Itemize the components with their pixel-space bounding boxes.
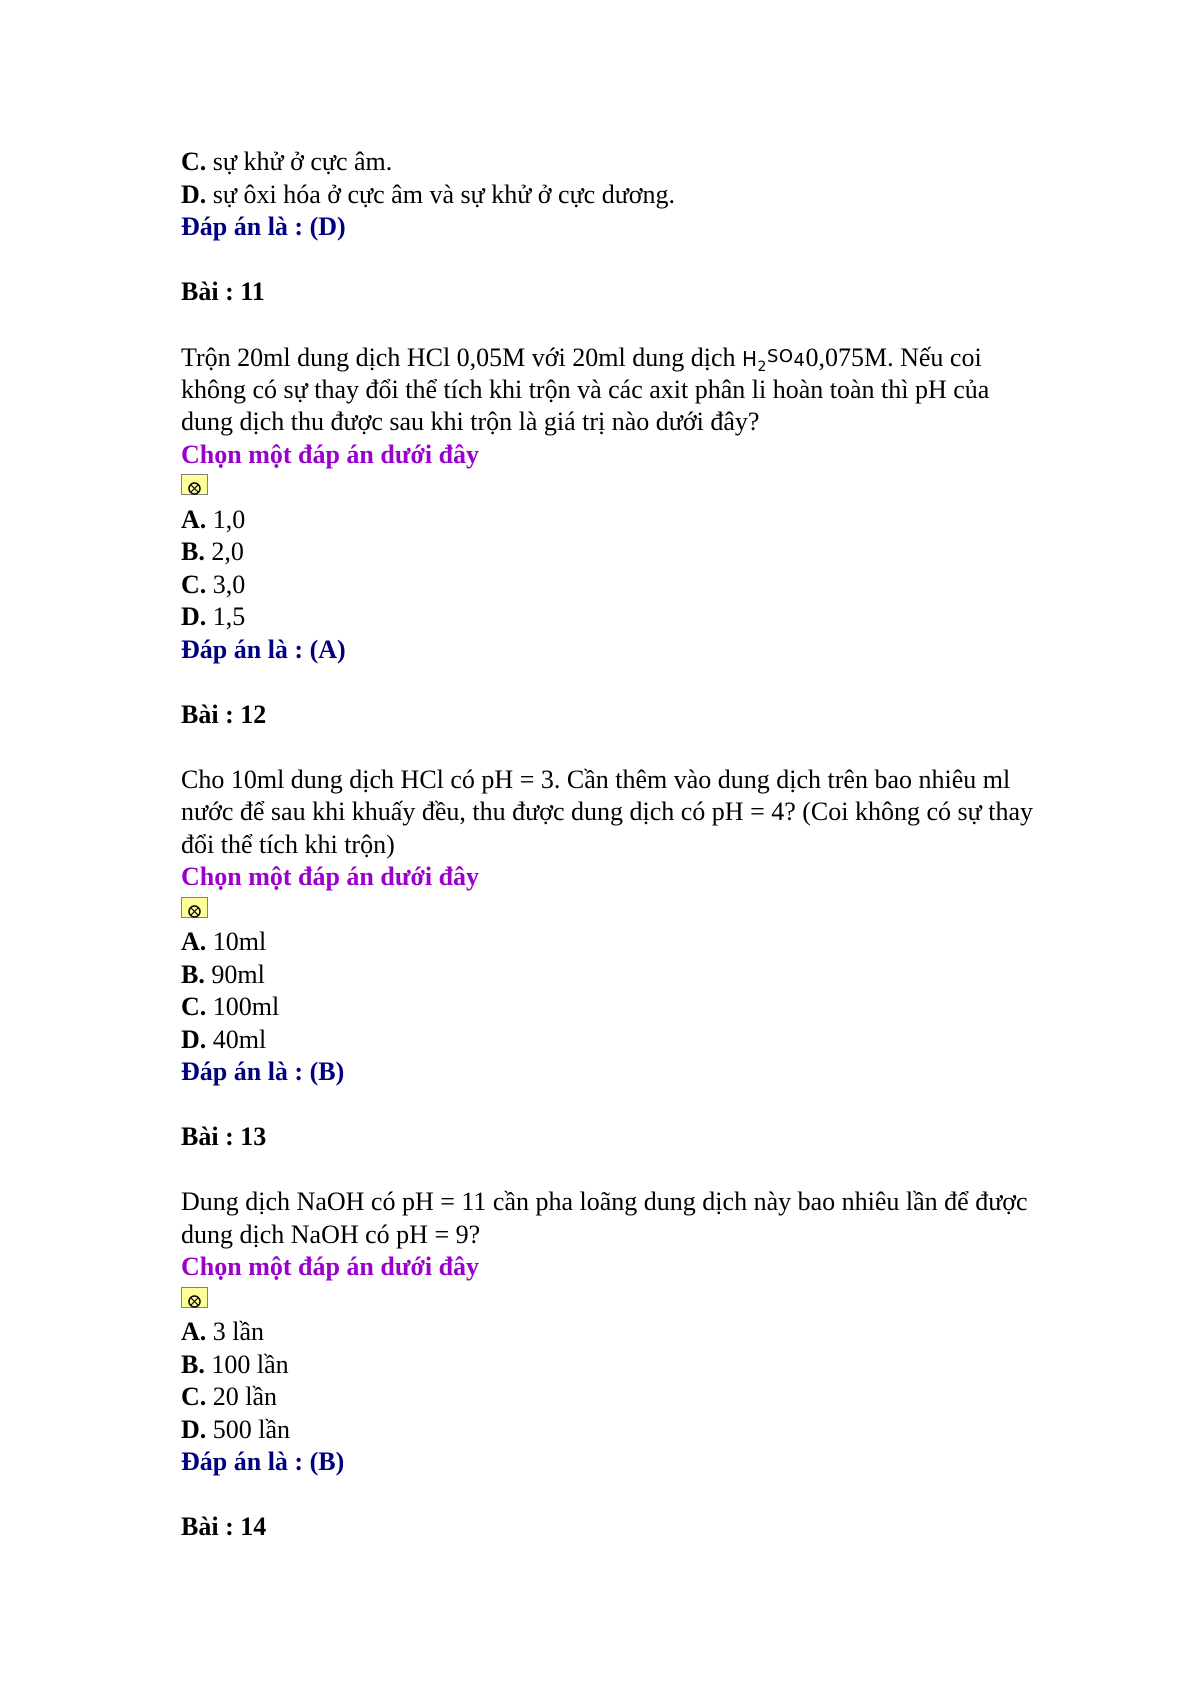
select-answer-icon[interactable]	[181, 474, 208, 495]
choice-c	[181, 146, 1111, 179]
choice-label: C.	[181, 147, 207, 176]
choice-d	[181, 179, 1111, 212]
choice-text: sự ôxi hóa ở cực âm và sự khử ở cực dương.	[206, 179, 676, 209]
answer-line: Đáp án là : (B)	[181, 1447, 345, 1476]
choice-b[interactable]: B. 90ml	[181, 959, 265, 989]
choose-prompt: Chọn một đáp án dưới đây	[181, 1252, 480, 1281]
choice-c[interactable]: C. 100ml	[181, 992, 280, 1021]
choice-c[interactable]: C. 20 lần	[181, 1382, 278, 1411]
choose-prompt: Chọn một đáp án dưới đây	[181, 862, 480, 891]
choice-d[interactable]: D. 1,5	[181, 602, 246, 631]
choice-b[interactable]: B. 2,0	[181, 537, 244, 566]
choice-a[interactable]: A. 3 lần	[181, 1317, 265, 1346]
choice-text: sự khử ở cực âm.	[206, 147, 393, 176]
formula-image: $H_2^{SO}4$	[741, 346, 806, 375]
question-text-line: Trộn 20ml dung dịch HCl 0,05M với 20ml dung dịch $H_2^{SO}40,075M$. Nếu coi	[181, 341, 1111, 374]
question-title: Bài : 12	[181, 699, 267, 729]
question-text-line: không có sự thay đổi thể tích khi trộn và các axit phân li hoàn toàn thì pH của	[181, 374, 990, 404]
question-text-line: Cho 10ml dung dịch HCl có pH = 3. Cần thêm vào dung dịch trên bao nhiêu ml	[181, 764, 1011, 794]
choice-label: D.	[181, 179, 207, 209]
choice-d[interactable]: D. 500 lần	[181, 1414, 291, 1444]
question-text-line: dung dịch NaOH có pH = 9?	[181, 1219, 481, 1249]
question-title: Bài : 14	[181, 1512, 267, 1541]
answer-line: Đáp án là : (D)	[181, 212, 346, 241]
question-text-line: dung dịch thu được sau khi trộn là giá trị nào dưới đây?	[181, 407, 760, 436]
choice-a[interactable]: A. 10ml	[181, 927, 267, 956]
choice-b[interactable]: B. 100 lần	[181, 1349, 289, 1379]
question-title: Bài : 13	[181, 1122, 267, 1151]
select-answer-icon[interactable]	[181, 897, 208, 918]
question-text-line: nước để sau khi khuấy đều, thu được dung dịch có pH = 4? (Coi không có sự thay	[181, 797, 1034, 826]
choice-d[interactable]: D. 40ml	[181, 1024, 267, 1054]
choice-c[interactable]: C. 3,0	[181, 569, 246, 599]
question-text-line: Dung dịch NaOH có pH = 11 cần pha loãng dung dịch này bao nhiêu lần để được	[181, 1187, 1028, 1216]
choose-prompt: Chọn một đáp án dưới đây	[181, 439, 480, 469]
select-answer-icon[interactable]	[181, 1287, 208, 1308]
answer-line: Đáp án là : (A)	[181, 634, 346, 664]
question-title: Bài : 11	[181, 277, 265, 306]
document-page	[181, 146, 1111, 1544]
choice-a[interactable]: A. 1,0	[181, 504, 246, 534]
answer-line: Đáp án là : (B)	[181, 1057, 345, 1086]
question-text-line: đổi thể tích khi trộn)	[181, 829, 395, 859]
